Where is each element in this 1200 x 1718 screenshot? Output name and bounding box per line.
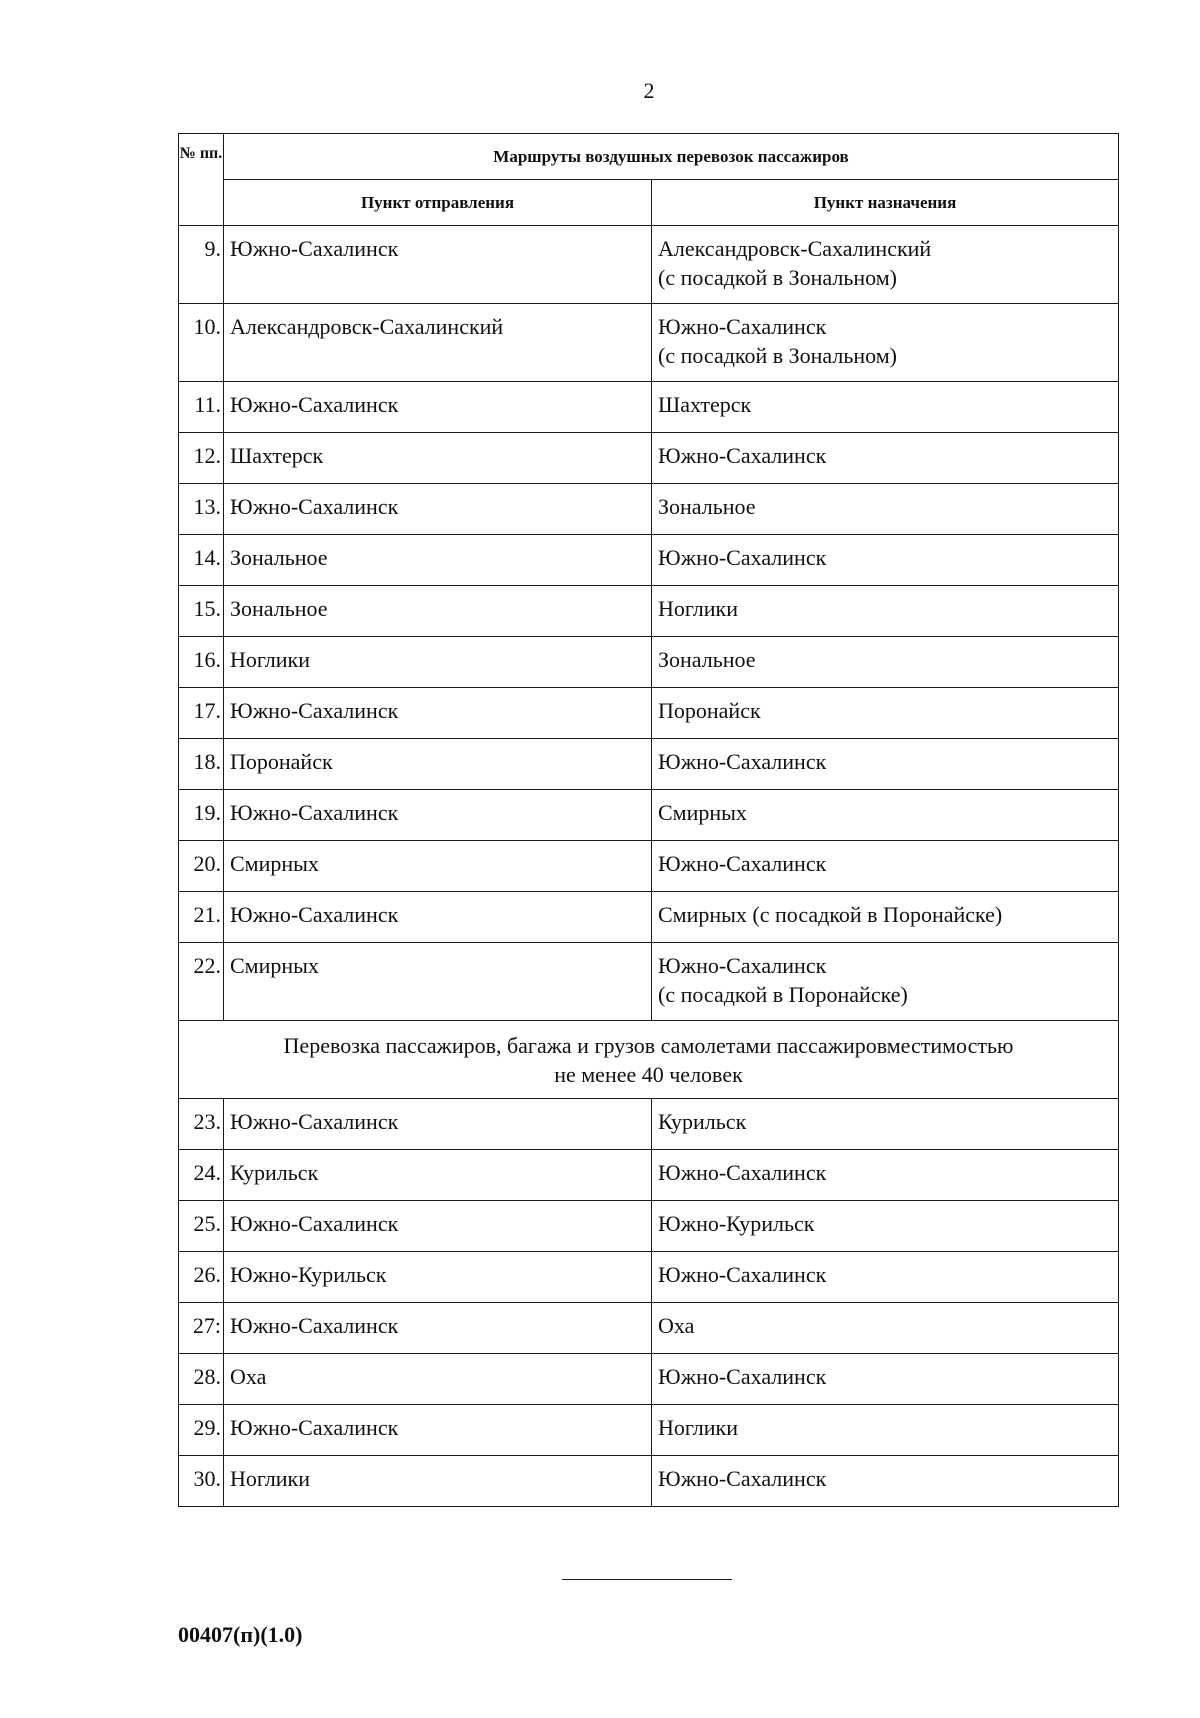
row-number: 12. — [179, 433, 224, 484]
destination-cell: Южно-Сахалинск — [652, 841, 1119, 892]
departure-cell: Южно-Сахалинск — [224, 484, 652, 535]
table-row — [179, 739, 1119, 790]
row-number: 30. — [179, 1456, 224, 1507]
section-heading-line1: Перевозка пассажиров, багажа и грузов самолетами пассажировместимостью — [283, 1033, 1014, 1058]
header-number: № пп. — [179, 134, 224, 226]
departure-cell: Южно-Сахалинск — [224, 790, 652, 841]
departure-cell: Южно-Сахалинск — [224, 382, 652, 433]
departure-cell: Южно-Сахалинск — [224, 1201, 652, 1252]
table-row — [179, 1150, 1119, 1201]
table-row — [179, 1201, 1119, 1252]
destination-note: (с посадкой в Зональном) — [658, 343, 898, 368]
departure-cell: Поронайск — [224, 739, 652, 790]
table-row — [179, 304, 1119, 382]
destination-cell: Южно-Сахалинск — [652, 1252, 1119, 1303]
table-row — [179, 892, 1119, 943]
destination-cell: Южно-Сахалинск — [652, 1150, 1119, 1201]
destination-cell: Южно-Сахалинск — [652, 739, 1119, 790]
destination-cell: Оха — [652, 1303, 1119, 1354]
destination-line: Южно-Сахалинск — [658, 314, 827, 339]
document-code: 00407(п)(1.0) — [178, 1622, 303, 1647]
table-row — [179, 1456, 1119, 1507]
destination-cell — [652, 943, 1119, 1021]
destination-cell — [652, 226, 1119, 304]
departure-cell: Смирных — [224, 841, 652, 892]
departure-cell: Южно-Сахалинск — [224, 1099, 652, 1150]
row-number: 9. — [179, 226, 224, 304]
table-row — [179, 1354, 1119, 1405]
departure-cell: Зональное — [224, 535, 652, 586]
destination-cell: Поронайск — [652, 688, 1119, 739]
departure-cell: Александровск-Сахалинский — [224, 304, 652, 382]
row-number: 18. — [179, 739, 224, 790]
row-number: 26. — [179, 1252, 224, 1303]
table-row — [179, 484, 1119, 535]
section-heading-line2: не менее 40 человек — [554, 1062, 743, 1087]
departure-cell: Ноглики — [224, 637, 652, 688]
destination-cell — [652, 304, 1119, 382]
routes-table — [178, 133, 1119, 1507]
table-row — [179, 586, 1119, 637]
departure-cell: Южно-Сахалинск — [224, 1405, 652, 1456]
destination-cell: Южно-Сахалинск — [652, 1456, 1119, 1507]
table-row — [179, 1099, 1119, 1150]
row-number: 24. — [179, 1150, 224, 1201]
row-number: 22. — [179, 943, 224, 1021]
destination-cell: Смирных — [652, 790, 1119, 841]
row-number: 13. — [179, 484, 224, 535]
section-heading — [179, 1021, 1119, 1099]
row-number: 29. — [179, 1405, 224, 1456]
table-row — [179, 1303, 1119, 1354]
row-number: 23. — [179, 1099, 224, 1150]
destination-cell: Южно-Сахалинск — [652, 1354, 1119, 1405]
row-number: 25. — [179, 1201, 224, 1252]
destination-cell: Южно-Сахалинск — [652, 535, 1119, 586]
table-row — [179, 637, 1119, 688]
table-row — [179, 790, 1119, 841]
header-destination: Пункт назначения — [652, 180, 1119, 226]
departure-cell: Южно-Курильск — [224, 1252, 652, 1303]
destination-cell: Шахтерск — [652, 382, 1119, 433]
table-row — [179, 1405, 1119, 1456]
destination-line: Александровск-Сахалинский — [658, 236, 932, 261]
destination-note: (с посадкой в Зональном) — [658, 265, 898, 290]
table-row — [179, 226, 1119, 304]
header-departure: Пункт отправления — [224, 180, 652, 226]
footer-divider — [562, 1579, 732, 1580]
row-number: 15. — [179, 586, 224, 637]
destination-note: (с посадкой в Поронайске) — [658, 982, 908, 1007]
section-row — [179, 1021, 1119, 1099]
destination-cell: Южно-Курильск — [652, 1201, 1119, 1252]
table-row — [179, 1252, 1119, 1303]
row-number: 27: — [179, 1303, 224, 1354]
departure-cell: Шахтерск — [224, 433, 652, 484]
row-number: 16. — [179, 637, 224, 688]
row-number: 10. — [179, 304, 224, 382]
header-routes: Маршруты воздушных перевозок пассажиров — [224, 134, 1119, 180]
destination-cell: Ноглики — [652, 1405, 1119, 1456]
row-number: 19. — [179, 790, 224, 841]
destination-cell: Южно-Сахалинск — [652, 433, 1119, 484]
departure-cell: Южно-Сахалинск — [224, 892, 652, 943]
departure-cell: Зональное — [224, 586, 652, 637]
destination-line: Южно-Сахалинск — [658, 953, 827, 978]
destination-cell: Курильск — [652, 1099, 1119, 1150]
departure-cell: Южно-Сахалинск — [224, 226, 652, 304]
destination-cell: Зональное — [652, 484, 1119, 535]
table-row — [179, 943, 1119, 1021]
departure-cell: Смирных — [224, 943, 652, 1021]
destination-cell: Смирных (с посадкой в Поронайске) — [652, 892, 1119, 943]
table-row — [179, 433, 1119, 484]
row-number: 14. — [179, 535, 224, 586]
departure-cell: Южно-Сахалинск — [224, 688, 652, 739]
table-row — [179, 688, 1119, 739]
row-number: 17. — [179, 688, 224, 739]
page-number: 2 — [643, 78, 655, 103]
departure-cell: Южно-Сахалинск — [224, 1303, 652, 1354]
destination-cell: Зональное — [652, 637, 1119, 688]
table-row — [179, 841, 1119, 892]
departure-cell: Ноглики — [224, 1456, 652, 1507]
table-row — [179, 382, 1119, 433]
departure-cell: Курильск — [224, 1150, 652, 1201]
row-number: 28. — [179, 1354, 224, 1405]
row-number: 11. — [179, 382, 224, 433]
destination-cell: Ноглики — [652, 586, 1119, 637]
row-number: 20. — [179, 841, 224, 892]
departure-cell: Оха — [224, 1354, 652, 1405]
row-number: 21. — [179, 892, 224, 943]
table-row — [179, 535, 1119, 586]
